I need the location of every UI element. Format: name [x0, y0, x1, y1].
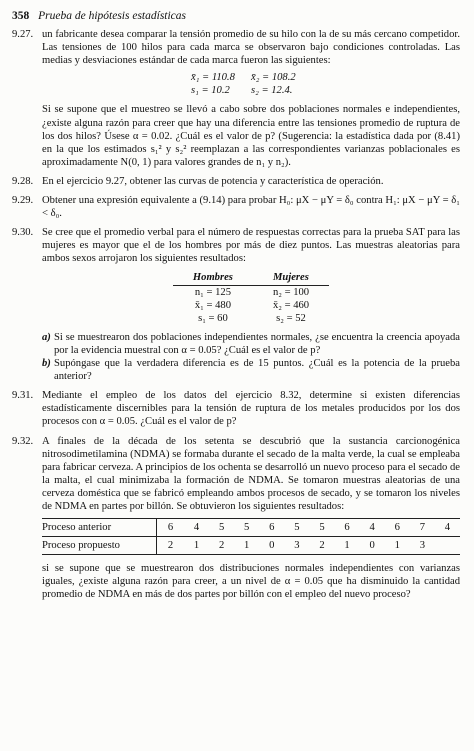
- table-cell: x̄₁ = 480: [194, 299, 231, 311]
- exercise-body: [42, 435, 460, 602]
- table-cell: 1: [184, 537, 209, 555]
- subquestion-text: Supóngase que la verdadera diferencia es de 15 puntos. ¿Cuál es la potencia de la prueba anterior?: [54, 358, 460, 383]
- table-cell: 1: [234, 537, 259, 555]
- ndma-levels-table: [42, 518, 460, 555]
- sat-results-table: [173, 271, 329, 325]
- table-cell: 2: [157, 537, 184, 555]
- table-cell: s₁ = 60: [198, 312, 228, 324]
- exercise-number: 9.31.: [12, 390, 34, 402]
- exercise-9-31: [12, 389, 460, 428]
- sd-2: s₂ = 12.4.: [251, 85, 293, 97]
- subquestion-label: b): [42, 358, 51, 370]
- table-cell: x̄₂ = 460: [272, 299, 310, 311]
- table-cell: 2: [209, 537, 234, 555]
- table-cell: 6: [335, 519, 360, 537]
- page-number: 358: [12, 10, 30, 22]
- exercise-9-27: [12, 28, 460, 169]
- exercise-number: 9.28.: [12, 175, 34, 187]
- table-cell: n₁ = 125: [194, 286, 231, 298]
- table-cell: 5: [284, 519, 309, 537]
- table-row: [42, 519, 460, 537]
- exercise-9-29: [12, 194, 460, 220]
- exercise-9-28: [12, 175, 460, 188]
- exercise-number: 9.32.: [12, 435, 34, 447]
- running-title: Prueba de hipótesis estadísticas: [38, 10, 187, 22]
- exercise-paragraph: si se supone que se muestrearon dos distribuciones normales independientes con varianzas iguales, ¿existe alguna razón para creer, a un nivel de α = 0.05 que ha disminuido la cantidad promedio de NDMA en más de dos partes por billón con el empleo del nuevo proceso?: [42, 563, 460, 601]
- table-cell: 5: [209, 519, 234, 537]
- table-cell: 4: [360, 519, 385, 537]
- table-cell: 6: [157, 519, 184, 537]
- exercise-paragraph: A finales de la década de los setenta se descubrió que la sustancia carcionogénica nitrosodimetilamina (NDMA) se formaba durante el secado de la malta verde, la cual se empleaba para fabricar cerveza. A principios de los ochenta se desarrolló un nuevo proceso para el secado de la malta, el cual minimizaba la formación de NDMA. Se tomaron muestras aleatorias de una cerveza doméstica que se fabricó empleando ambos procesos de secado, y se tomaron los niveles de NDMA en partes por billón. Se obtuvieron los siguientes resultados:: [42, 435, 460, 512]
- exercise-body: Mediante el empleo de los datos del ejercicio 8.32, determine si existen diferencias estadísticamente discernibles para la tensión de ruptura de los metales producidos por los dos procesos con α = 0.05. ¿Cuál es el valor de p?: [42, 390, 460, 428]
- table-cell: 5: [234, 519, 259, 537]
- table-cell: [435, 537, 460, 555]
- table-row: [42, 537, 460, 555]
- table-cell: 7: [410, 519, 435, 537]
- table-cell: 4: [435, 519, 460, 537]
- table-cell: 5: [309, 519, 334, 537]
- table-header: Hombres: [173, 271, 253, 286]
- subquestion-text: Si se muestrearon dos poblaciones independientes normales, ¿se encuentra la creencia apoyada por la evidencia muestral con α = 0.05? ¿Cuál es el valor de p?: [54, 331, 460, 356]
- summary-statistics: [42, 71, 460, 97]
- page-header: [12, 10, 460, 22]
- table-cell: 1: [335, 537, 360, 555]
- table-cell: n₂ = 100: [272, 286, 310, 298]
- table-cell: 3: [284, 537, 309, 555]
- table-cell: 6: [259, 519, 284, 537]
- exercise-body: [42, 28, 460, 169]
- table-header: Mujeres: [253, 271, 329, 286]
- exercise-body: Obtener una expresión equivalente a (9.14) para probar H₀: μX − μY = δ₀ contra H₁: μX − μY = δ₁ < δ₀.: [42, 195, 460, 220]
- exercise-number: 9.29.: [12, 195, 34, 207]
- subquestion-label: a): [42, 331, 51, 343]
- sd-1: s₁ = 10.2: [191, 85, 230, 97]
- exercise-9-32: [12, 435, 460, 602]
- mean-2: x̄₂ = 108.2: [251, 72, 296, 84]
- table-cell: 3: [410, 537, 435, 555]
- table-cell: s₂ = 52: [276, 312, 306, 324]
- subquestion-a: [42, 331, 460, 357]
- table-cell: 1: [385, 537, 410, 555]
- exercise-number: 9.30.: [12, 227, 34, 239]
- table-cell: 0: [360, 537, 385, 555]
- exercise-body: En el ejercicio 9.27, obtener las curvas de potencia y característica de operación.: [42, 175, 384, 187]
- table-cell: 2: [309, 537, 334, 555]
- exercise-paragraph: un fabricante desea comparar la tensión promedio de su hilo con la de su más cercano competidor. Las tensiones de 100 hilos para cada marca se observaron bajo condiciones controladas. Las medias y desviaciones estándar de cada marca fueron las siguientes:: [42, 29, 460, 67]
- exercise-number: 9.27.: [12, 29, 34, 40]
- exercise-body: [42, 226, 460, 383]
- table-cell: 0: [259, 537, 284, 555]
- row-label: Proceso propuesto: [42, 537, 157, 555]
- mean-1: x̄₁ = 110.8: [191, 72, 235, 84]
- row-label: Proceso anterior: [42, 519, 157, 537]
- table-cell: 6: [385, 519, 410, 537]
- exercise-paragraph: Se cree que el promedio verbal para el número de respuestas correctas para la prueba SAT para las mujeres es mayor que el de los hombres por más de diez puntos. Las muestras aleatorias para ambos sexos arrojaron los siguientes resultados:: [42, 227, 460, 265]
- table-cell: 4: [184, 519, 209, 537]
- exercise-paragraph: Si se supone que el muestreo se llevó a cabo sobre dos poblaciones normales e independientes, ¿existe alguna razón para creer que hay una diferencia entre las tensiones promedio de ruptura de los dos hilos? Úsese α = 0.02. ¿Cuál es el valor de p? (Sugerencia: la estadística dada por (8.41) en la que los estimados s₁² y s₂² reemplazan a las correspondientes varianzas poblacionales es aproximadamente N(0, 1) para valores grandes de n₁ y n₂).: [42, 104, 460, 168]
- subquestion-b: [42, 357, 460, 383]
- exercise-9-30: [12, 226, 460, 383]
